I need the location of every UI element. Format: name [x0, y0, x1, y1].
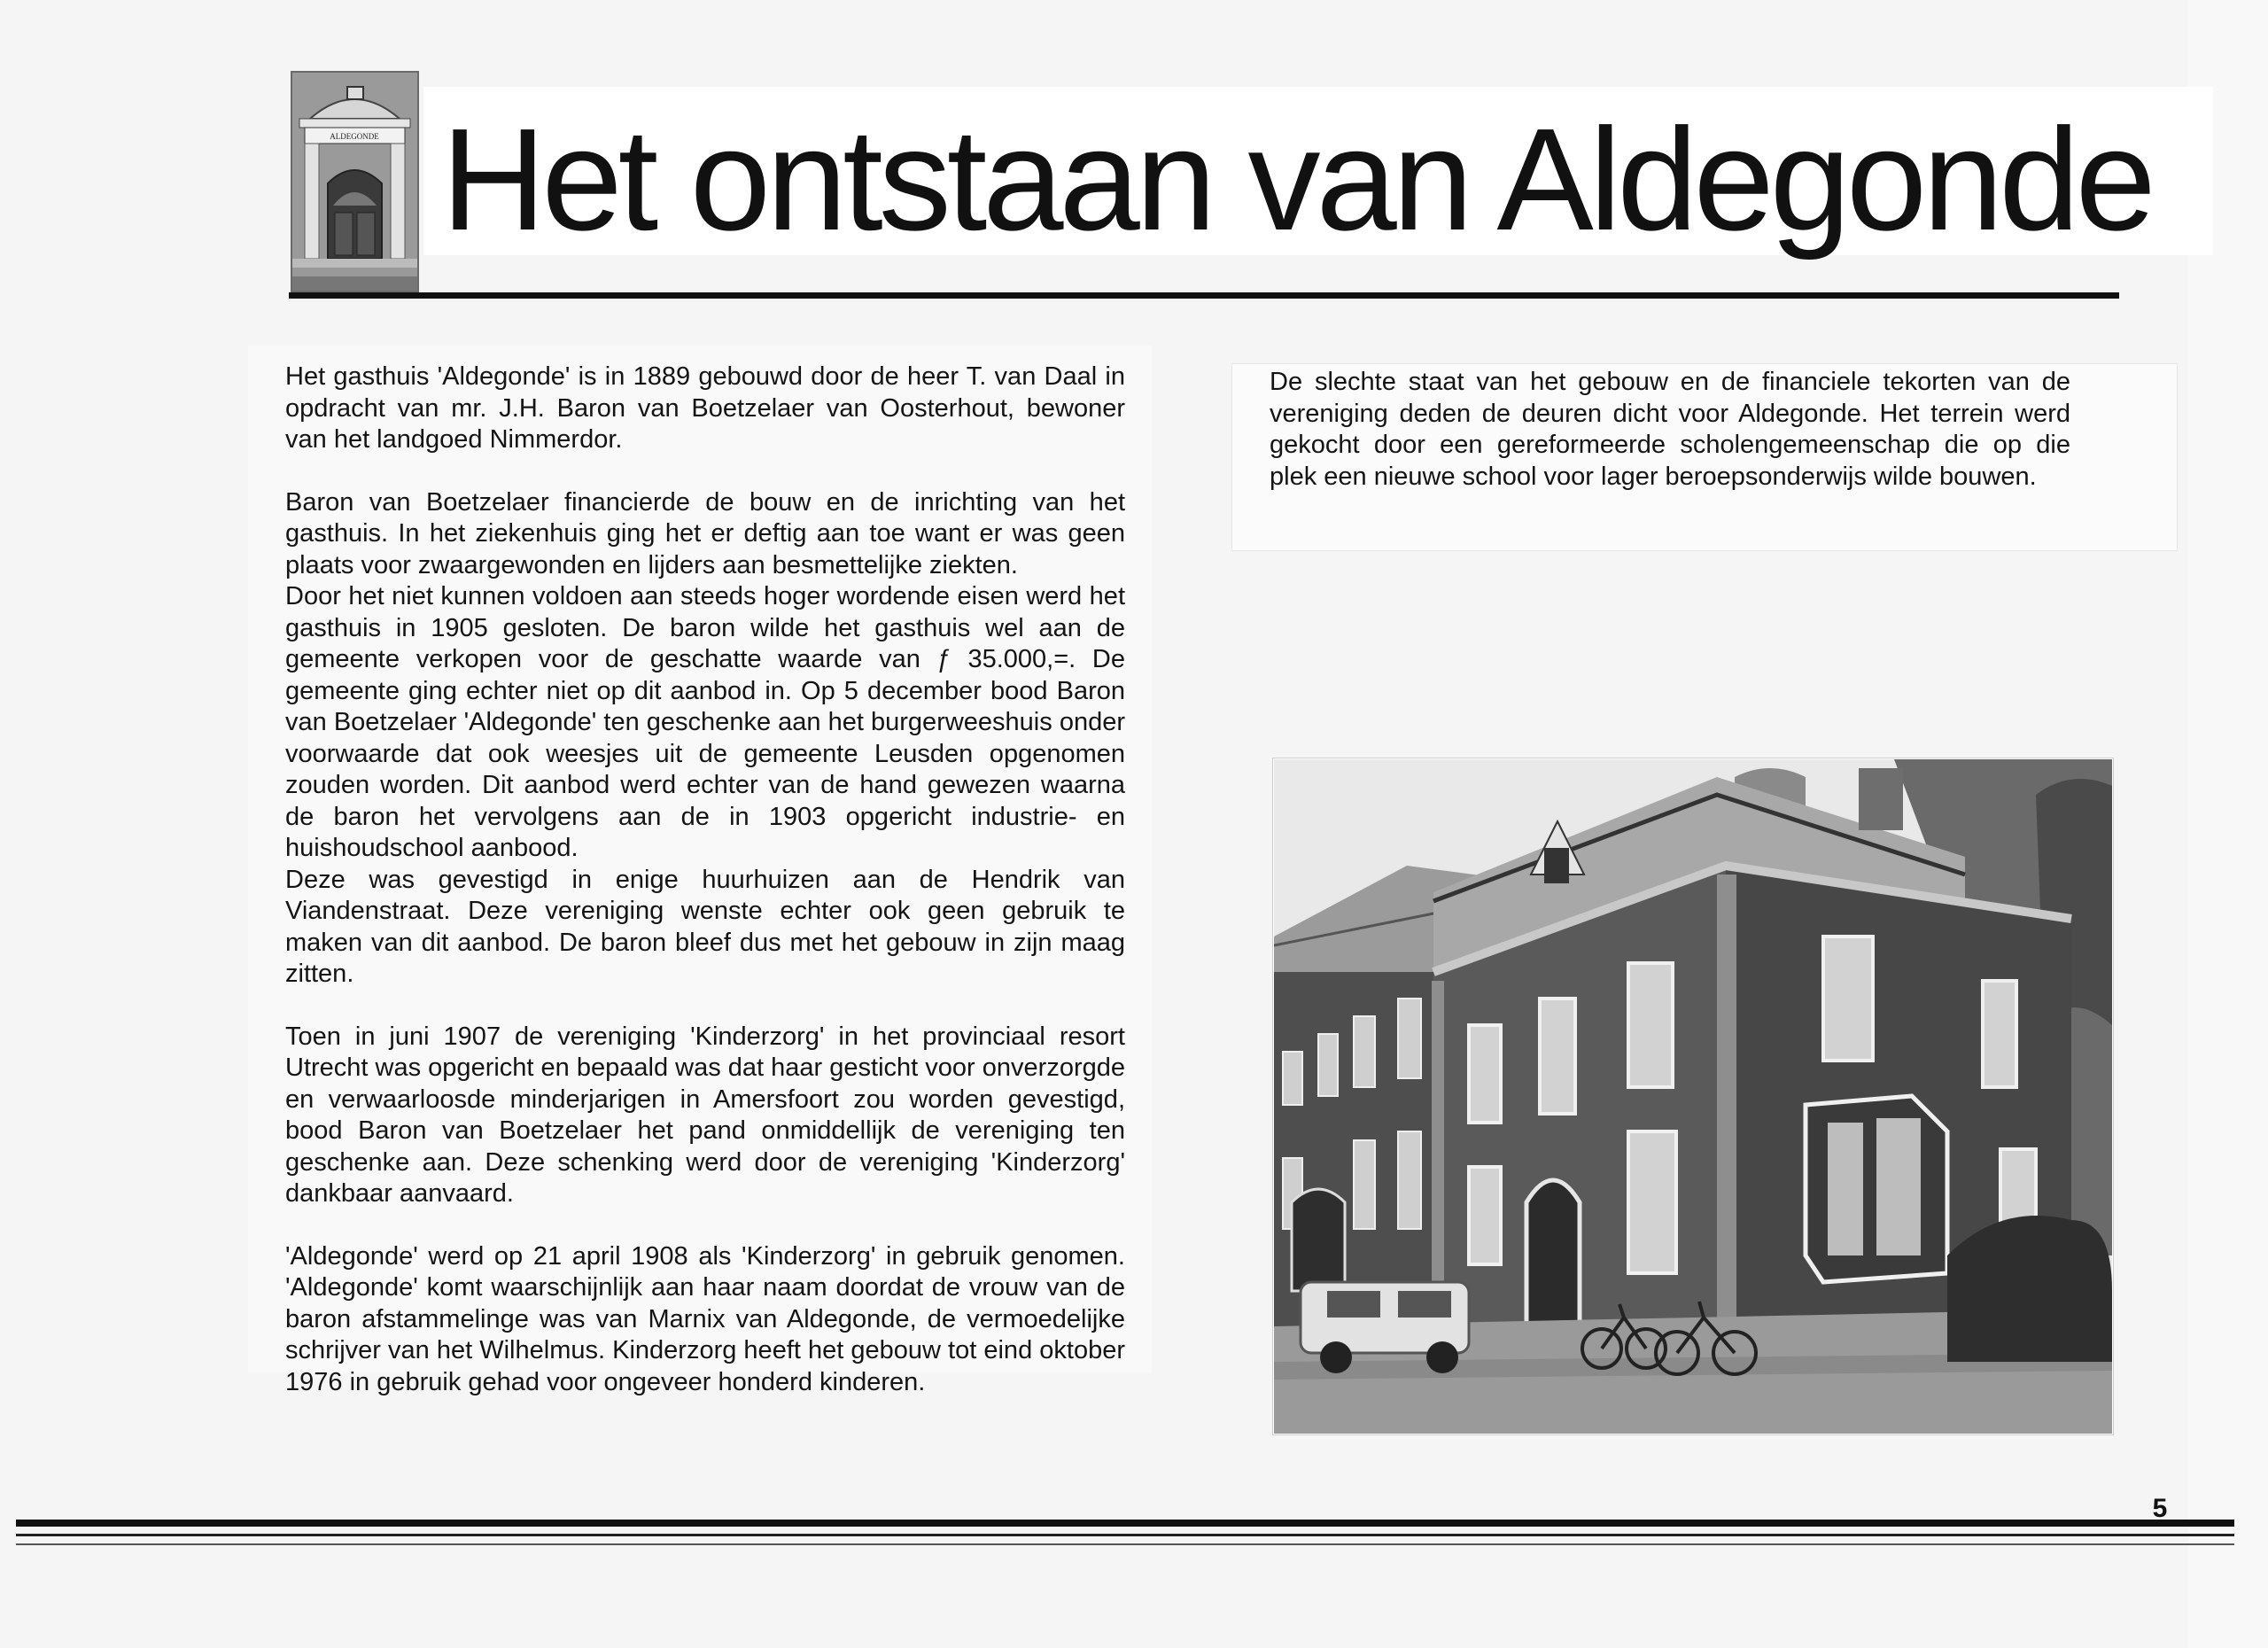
entrance-drawing — [292, 73, 417, 291]
footer-rule-thin — [16, 1543, 2234, 1545]
page-title: Het ontstaan van Aldegonde — [441, 98, 2152, 260]
thumbnail-label: ALDEGONDE — [330, 132, 379, 141]
paragraph-6: 'Aldegonde' werd op 21 april 1908 als 'Kinderzorg' in gebruik genomen. 'Aldegonde' komt waarschijnlijk aan haar naam doordat de vrouw van de baron afstammelinge was van Marnix van Aldegonde, de vermoedelijke schrijver van het Wilhelmus. Kinderzorg heeft het gebouw tot eind oktober 1976 in gebruik gehad voor ongeveer honderd kinderen. — [285, 1241, 1125, 1396]
paragraph-2: Baron van Boetzelaer financierde de bouw en de inrichting van het gasthuis. In het ziekenhuis ging het er deftig aan toe want er was geen plaats voor zwaargewonden en lijders aan besmettelijke ziekten. — [285, 487, 1125, 579]
paragraph-5: Toen in juni 1907 de vereniging 'Kinderzorg' in het provinciaal resort Utrecht was opgericht en bepaald was dat haar gesticht voor onverzorgde en verwaarloosde minderjarigen in Amersfoort zou worden gevestigd, bood Baron van Boetzelaer het pand onmiddellijk de vereniging ten geschenke aan. Deze schenking werd door de vereniging 'Kinderzorg' dankbaar aanvaard. — [285, 1022, 1125, 1208]
left-column-text — [285, 361, 1125, 1429]
footer-rule-thick — [16, 1520, 2234, 1527]
footer-rule-medium — [16, 1534, 2234, 1536]
right-column-text — [1270, 367, 2070, 493]
title-underline — [289, 292, 2119, 299]
page-number: 5 — [2152, 1494, 2168, 1523]
entrance-thumbnail-image — [291, 71, 419, 292]
building-photograph — [1274, 759, 2112, 1434]
paragraph-1: Het gasthuis 'Aldegonde' is in 1889 gebouwd door de heer T. van Daal in opdracht van mr. J.H. Baron van Boetzelaer van Oosterhout, bewoner van het landgoed Nimmerdor. — [285, 362, 1125, 454]
building-drawing — [1274, 759, 2112, 1434]
paragraph-3: Door het niet kunnen voldoen aan steeds hoger wordende eisen werd het gasthuis in 1905 gesloten. De baron wilde het gasthuis wel aan de gemeente verkopen voor de geschatte waarde van ƒ 35.000,=. De gemeente ging echter niet op dit aanbod in. Op 5 december bood Baron van Boetzelaer 'Aldegonde' ten geschenke aan het burgerweeshuis onder voorwaarde dat ook weesjes uit de gemeente Leusden opgenomen zouden worden. Dit aanbod werd echter van de hand gewezen waarna de baron het vervolgens aan de in 1903 opgericht industrie- en huishoudschool aanbood. — [285, 582, 1125, 862]
right-paragraph: De slechte staat van het gebouw en de financiele tekorten van de vereniging deden de deuren dicht voor Aldegonde. Het terrein werd gekocht door een gereformeerde scholengemeenschap die op die plek een nieuwe school voor lager beroepsonderwijs wilde bouwen. — [1270, 368, 2070, 491]
paragraph-4: Deze was gevestigd in enige huurhuizen aan de Hendrik van Viandenstraat. Deze vereniging wenste echter ook geen gebruik te maken van dit aanbod. De baron bleef dus met het gebouw in zijn maag zitten. — [285, 865, 1125, 988]
